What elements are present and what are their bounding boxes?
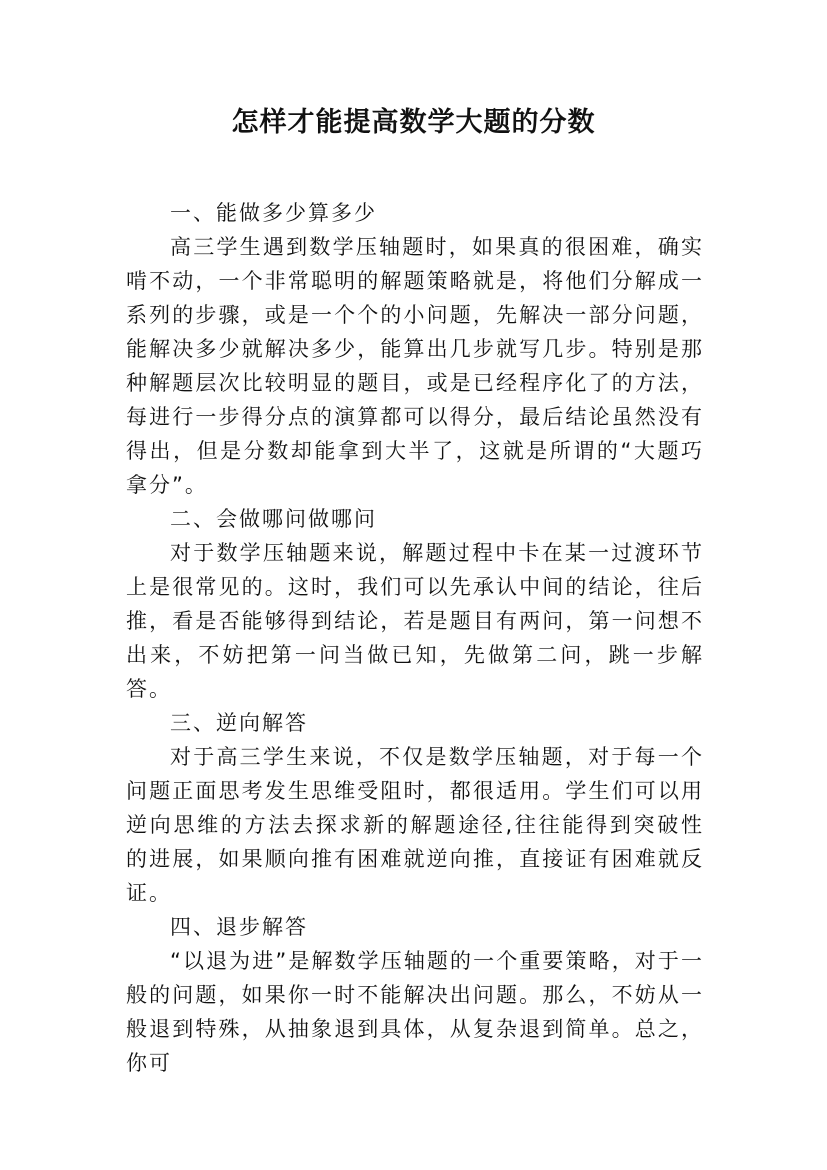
section-3-paragraph: 对于高三学生来说，不仅是数学压轴题，对于每一个问题正面思考发生思维受阻时，都很适用。学生们可以用逆向思维的方法去探求新的解题途径,往往能得到突破性的进展，如果顺向推有困难就逆向推，直接证有困难就反证。 bbox=[126, 745, 704, 905]
document-body bbox=[126, 196, 704, 1080]
section-heading-2: 二、会做哪问做哪问 bbox=[170, 507, 377, 531]
section-heading-3: 三、逆向解答 bbox=[170, 711, 308, 735]
section-1-paragraph: 高三学生遇到数学压轴题时，如果真的很困难，确实啃不动，一个非常聪明的解题策略就是，将他们分解成一系列的步骤，或是一个个的小问题，先解决一部分问题，能解决多少就解决多少，能算出几步就写几步。特别是那种解题层次比较明显的题目，或是已经程序化了的方法，每进行一步得分点的演算都可以得分，最后结论虽然没有得出，但是分数却能拿到大半了，这就是所谓的“大题巧拿分”。 bbox=[126, 235, 704, 497]
section-4-paragraph: “以退为进”是解数学压轴题的一个重要策略，对于一般的问题，如果你一时不能解决出问题。那么，不妨从一般退到特殊，从抽象退到具体，从复杂退到简单。总之，你可 bbox=[126, 949, 704, 1075]
document-title: 怎样才能提高数学大题的分数 bbox=[231, 107, 596, 138]
section-heading-1: 一、能做多少算多少 bbox=[170, 201, 377, 225]
section-heading-4: 四、退步解答 bbox=[170, 915, 308, 939]
section-2-paragraph: 对于数学压轴题来说，解题过程中卡在某一过渡环节上是很常见的。这时，我们可以先承认中间的结论，往后推，看是否能够得到结论，若是题目有两问，第一问想不出来，不妨把第一问当做已知，先做第二问，跳一步解答。 bbox=[126, 541, 704, 701]
